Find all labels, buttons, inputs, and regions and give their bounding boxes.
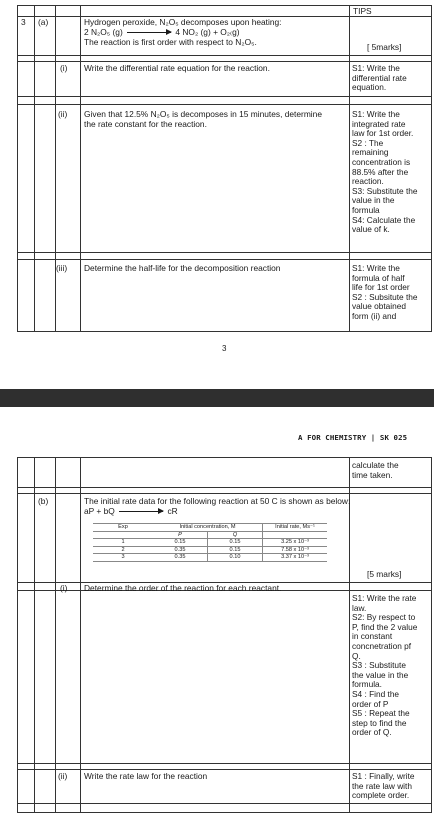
tip-block	[352, 461, 432, 480]
table-row	[93, 546, 327, 554]
grid-line	[349, 5, 350, 331]
subpart-number: (i)	[60, 63, 68, 73]
table-subheader: Q	[208, 531, 263, 539]
grid-line	[80, 5, 81, 331]
tip-line: formula	[352, 204, 380, 215]
tip-line: S2: By respect to	[352, 612, 416, 623]
subpart-number: (i)	[60, 583, 68, 593]
tip-line: S1 : Finally, write	[352, 771, 415, 781]
table-cell-empty	[263, 531, 328, 539]
grid-line	[17, 331, 432, 332]
tip-line: differential rate	[352, 72, 407, 83]
tip-line: formula of half	[352, 272, 405, 283]
tip-line: calculate the	[352, 460, 399, 470]
table-cell-empty	[93, 531, 153, 539]
question-text: Write the rate law for the reaction	[84, 771, 208, 781]
tip-line: form (ii) and	[352, 310, 397, 321]
tip-line: life for 1st order	[352, 282, 410, 293]
tip-line: value in the	[352, 195, 395, 206]
tip-line: S2 : The	[352, 137, 384, 148]
subpart-number: (ii)	[58, 771, 68, 781]
table-cell: 0.15	[208, 539, 263, 547]
tip-line: S5 : Repeat the	[352, 708, 410, 719]
table-cell: 0.35	[153, 546, 208, 554]
table-header: Exp	[93, 524, 153, 532]
tip-line: the value in the	[352, 669, 409, 680]
tip-line: 88.5% after the	[352, 166, 409, 177]
tip-line: S1: Write the	[352, 109, 400, 119]
grid-line	[55, 457, 56, 812]
tip-line: law.	[352, 602, 367, 613]
marks-label: [ 5marks]	[367, 42, 402, 52]
table-cell: 3	[93, 554, 153, 562]
part-label: (a)	[38, 17, 49, 27]
subpart-number: (iii)	[56, 263, 68, 273]
table-subheader-row	[93, 531, 327, 539]
equation-reactants: aP + bQ	[84, 506, 115, 516]
table-cell: 0.15	[208, 546, 263, 554]
tip-block	[352, 772, 432, 801]
table-cell: 1	[93, 539, 153, 547]
marks-label: [5 marks]	[367, 569, 402, 579]
tip-line: S4: Calculate the	[352, 214, 416, 225]
grid-line	[17, 812, 432, 813]
table-row	[93, 539, 327, 547]
tip-block	[352, 110, 432, 235]
equation-reactants: 2 N₂O₅ (g)	[84, 27, 123, 37]
tip-line: the rate law with	[352, 780, 412, 791]
grid-line	[17, 457, 18, 812]
tip-line: law for 1st order.	[352, 128, 414, 139]
table-cell: 0.35	[153, 554, 208, 562]
grid-line	[34, 5, 35, 331]
table-cell: 3.25 x 10⁻³	[263, 539, 328, 547]
tip-line: order of Q.	[352, 727, 392, 738]
reaction-arrow-icon	[127, 32, 171, 33]
tip-block	[352, 594, 432, 738]
chemical-equation	[84, 507, 178, 517]
tip-block	[352, 264, 432, 322]
tip-line: value of k.	[352, 224, 390, 235]
tip-line: integrated rate	[352, 118, 406, 129]
tip-line: S3 : Substitute	[352, 660, 406, 671]
table-cell: 2	[93, 546, 153, 554]
equation-products: 4 NO₂ (g) + O₂₍g)	[175, 27, 240, 37]
page-separator	[0, 389, 434, 407]
question-line: the rate constant for the reaction.	[84, 118, 207, 129]
tip-line: reaction.	[352, 176, 384, 187]
grid-line	[17, 5, 18, 331]
tip-line: S2 : Subsitute the	[352, 291, 418, 302]
table-cell: 7.58 x 10⁻³	[263, 546, 328, 554]
tip-line: formula.	[352, 679, 382, 690]
tip-line: concnetration pf	[352, 640, 412, 651]
order-note: The reaction is first order with respect to N₂O₅.	[84, 37, 257, 47]
grid-line	[349, 457, 350, 812]
table-subheader: P	[153, 531, 208, 539]
grid-line	[34, 457, 35, 812]
tip-line: equation.	[352, 82, 387, 93]
tip-line: S1: Write the	[352, 263, 400, 273]
tip-line: S1: Write the rate	[352, 593, 417, 603]
question-text	[84, 110, 322, 129]
grid-line	[80, 457, 81, 812]
tip-block	[352, 64, 432, 93]
table-header-row	[93, 524, 327, 532]
question-intro: The initial rate data for the following reaction at 50 C is shown as below:	[84, 496, 351, 506]
question-text: Determine the half-life for the decomposition reaction	[84, 263, 281, 273]
tip-line: remaining	[352, 147, 389, 158]
tips-header: TIPS	[353, 6, 372, 16]
tip-line: in constant	[352, 631, 393, 642]
table-row	[93, 554, 327, 562]
tip-line: order of P	[352, 698, 389, 709]
tip-line: S1: Write the	[352, 63, 400, 73]
page-number: 3	[222, 344, 227, 353]
grid-line	[55, 5, 56, 331]
table-cell: 3.37 x 10⁻³	[263, 554, 328, 562]
tip-line: complete order.	[352, 790, 410, 801]
tip-line: value obtained	[352, 301, 406, 312]
tip-line: S4 : Find the	[352, 688, 400, 699]
tip-line: time taken.	[352, 469, 393, 480]
table-header: Initial concentration, M	[153, 524, 263, 532]
tip-line: concentration is	[352, 156, 411, 167]
tip-line: P, find the 2 value	[352, 621, 418, 632]
question-text: Determine the order of the reaction for each reactant.	[84, 583, 282, 593]
reaction-arrow-icon	[119, 511, 163, 512]
tip-line: S3: Substitute the	[352, 185, 418, 196]
part-label: (b)	[38, 496, 49, 506]
tip-line: Q.	[352, 650, 361, 661]
table-cell: 0.15	[153, 539, 208, 547]
tip-line: step to find the	[352, 717, 407, 728]
rate-data-table	[93, 523, 327, 562]
question-line: Given that 12.5% N₂O₅ is decomposes in 15 minutes, determine	[84, 109, 322, 119]
question-number: 3	[21, 17, 26, 27]
question-intro: Hydrogen peroxide, N₂O₅ decomposes upon heating:	[84, 17, 282, 27]
equation-products: cR	[167, 506, 178, 516]
subpart-number: (ii)	[58, 109, 68, 119]
running-header: A FOR CHEMISTRY | SK 025	[298, 433, 408, 442]
table-header: Initial rate, Ms⁻¹	[263, 524, 328, 532]
table-cell: 0.10	[208, 554, 263, 562]
question-text: Write the differential rate equation for the reaction.	[84, 63, 270, 73]
